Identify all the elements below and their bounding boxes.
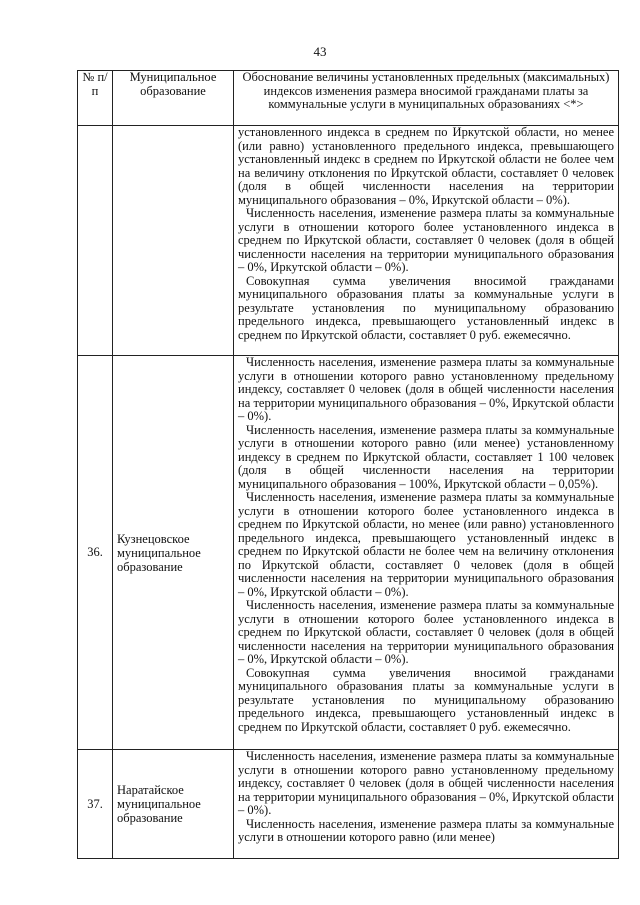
table-row bbox=[78, 356, 619, 750]
paragraph: Численность населения, изменение размера платы за коммунальные услуги в отношении которого равно установленному предельному индексу, составляет 0 человек (доля в общей численности населения на территории муниципального образования – 0%, Иркутской области – 0%). bbox=[238, 355, 614, 423]
row-justification bbox=[234, 356, 619, 750]
page-number: 43 bbox=[313, 44, 327, 59]
paragraph: установленного индекса в среднем по Иркутской области, но менее (или равно) установленного предельного индекса, превышающего установленный индекс в среднем по Иркутской области не более чем на величину отклонения по Иркутской области, составляет 0 человек (доля в общей численности населения на территории муниципального образования – 0%, Иркутской области – 0%). bbox=[238, 125, 614, 207]
row-number: 37. bbox=[78, 750, 113, 859]
row-justification bbox=[234, 126, 619, 356]
paragraph: Численность населения, изменение размера платы за коммунальные услуги в отношении которого более установленного индекса в среднем по Иркутской области, составляет 0 человек (доля в общей численности населения на территории муниципального образования – 0%, Иркутской области – 0%). bbox=[238, 206, 614, 274]
row-justification bbox=[234, 750, 619, 859]
table-row bbox=[78, 126, 619, 356]
header-municipality: Муниципальное образование bbox=[113, 71, 234, 126]
justification-table bbox=[77, 70, 619, 859]
paragraph: Численность населения, изменение размера платы за коммунальные услуги в отношении которого равно (или менее) bbox=[238, 816, 614, 844]
paragraph: Совокупная сумма увеличения вносимой гражданами муниципального образования платы за коммунальные услуги в результате установления по муниципальному образованию предельного индекса, превышающего установленный индекс в среднем по Иркутской области, составляет 0 руб. ежемесячно. bbox=[238, 273, 614, 342]
paragraph: Совокупная сумма увеличения вносимой гражданами муниципального образования платы за коммунальные услуги в результате установления по муниципальному образованию предельного индекса, превышающего установленный индекс в среднем по Иркутской области, составляет 0 руб. ежемесячно. bbox=[238, 665, 614, 734]
paragraph: Численность населения, изменение размера платы за коммунальные услуги в отношении которого равно установленному предельному индексу, составляет 0 человек (доля в общей численности населения на территории муниципального образования – 0%, Иркутской области – 0%). bbox=[238, 749, 614, 817]
header-number: № п/п bbox=[78, 71, 113, 126]
paragraph: Численность населения, изменение размера платы за коммунальные услуги в отношении которого равно (или менее) установленному индексу в среднем по Иркутской области, составляет 1 100 человек (доля в общей численности населения на территории муниципального образования – 100%, Иркутской области – 0,05%). bbox=[238, 422, 614, 491]
table-row bbox=[78, 750, 619, 859]
row-municipality bbox=[113, 126, 234, 356]
header-justification: Обоснование величины установленных предельных (максимальных) индексов изменения размера вносимой гражданами платы за коммунальные услуги в муниципальных образованиях <*> bbox=[234, 71, 619, 126]
row-number bbox=[78, 126, 113, 356]
row-number: 36. bbox=[78, 356, 113, 750]
paragraph: Численность населения, изменение размера платы за коммунальные услуги в отношении которого более установленного индекса в среднем по Иркутской области, составляет 0 человек (доля в общей численности населения на территории муниципального образования – 0%, Иркутской области – 0%). bbox=[238, 598, 614, 666]
row-municipality: Кузнецовское муниципальное образование bbox=[113, 356, 234, 750]
table-header-row bbox=[78, 71, 619, 126]
paragraph: Численность населения, изменение размера платы за коммунальные услуги в отношении которого более установленного индекса в среднем по Иркутской области, но менее (или равно) установленного предельного индекса, превышающего установленный индекс в среднем по Иркутской области не более чем на величину отклонения по Иркутской области, составляет 0 человек (доля в общей численности населения на территории муниципального образования – 0%, Иркутской области – 0%). bbox=[238, 490, 614, 599]
row-municipality: Наратайское муниципальное образование bbox=[113, 750, 234, 859]
